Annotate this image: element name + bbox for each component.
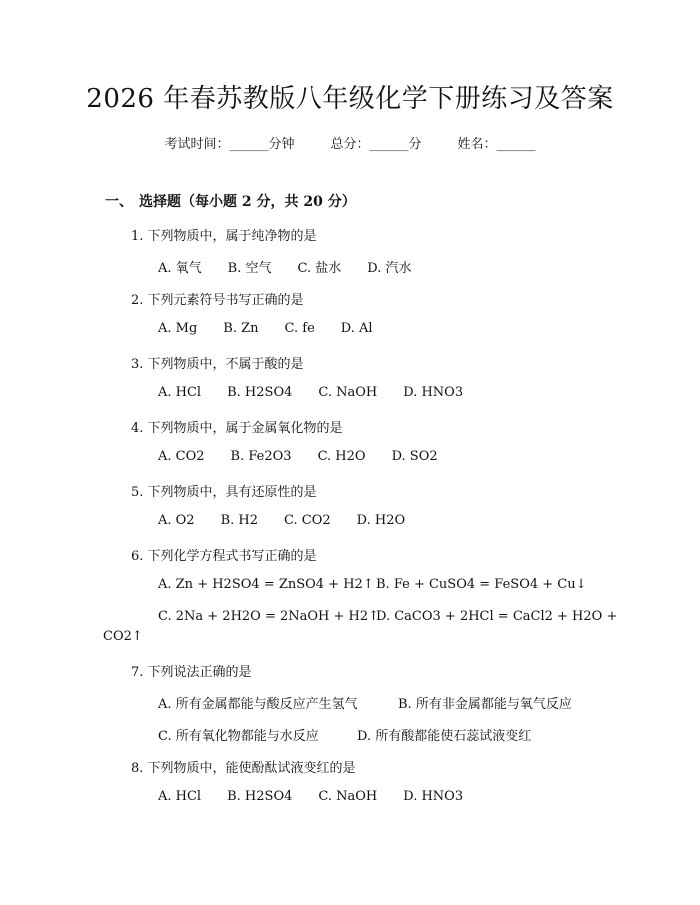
question-stem: 6. 下列化学方程式书写正确的是 <box>131 549 317 564</box>
option: C. fe <box>284 321 315 336</box>
option: B. 所有非金属都能与氧气反应 <box>398 697 572 712</box>
option: D. 汽水 <box>367 261 412 276</box>
option: C. NaOH <box>318 789 378 804</box>
option: C. CO2 <box>284 513 331 528</box>
option: D. 所有酸都能使石蕊试液变红 <box>357 729 532 744</box>
option-row <box>158 789 463 804</box>
option: A. 所有金属都能与酸反应产生氢气 <box>158 697 358 712</box>
question-stem: 7. 下列说法正确的是 <box>131 665 252 680</box>
option-continuation: CO2↑ <box>103 629 143 644</box>
section-title: 选择题（每小题 2 分，共 20 分） <box>139 194 356 210</box>
option: A. HCl <box>158 385 202 400</box>
option: A. CO2 <box>158 449 205 464</box>
option: B. Fe + CuSO4 = FeSO4 + Cu↓ <box>376 577 587 592</box>
option: D. H2O <box>356 513 406 528</box>
option-row <box>158 513 405 528</box>
question-stem: 4. 下列物质中，属于金属氧化物的是 <box>131 421 343 436</box>
option: B. Fe2O3 <box>230 449 292 464</box>
option: B. H2 <box>220 513 259 528</box>
option: C. 所有氧化物都能与水反应 <box>158 729 319 744</box>
exam-info <box>0 133 700 152</box>
option-row <box>158 385 463 400</box>
option: C. 盐水 <box>297 261 342 276</box>
page-title: 2026 年春苏教版八年级化学下册练习及答案 <box>86 84 614 114</box>
question-stem: 2. 下列元素符号书写正确的是 <box>131 293 304 308</box>
question-stem: 5. 下列物质中，具有还原性的是 <box>131 485 317 500</box>
question-stem: 1. 下列物质中，属于纯净物的是 <box>131 229 317 244</box>
student-name-label: 姓名：______ <box>457 137 536 152</box>
question-stem: 8. 下列物质中，能使酚酞试液变红的是 <box>131 761 356 776</box>
option: D. Al <box>340 321 373 336</box>
total-score-label: 总分：______分 <box>330 137 422 152</box>
option: A. Mg <box>158 321 198 336</box>
option: A. Zn + H2SO4 = ZnSO4 + H2↑ <box>158 577 374 592</box>
option: B. H2SO4 <box>227 385 293 400</box>
option: D. HNO3 <box>403 385 464 400</box>
section-number: 一、 <box>105 194 133 210</box>
question-stem: 3. 下列物质中，不属于酸的是 <box>131 357 304 372</box>
option: D. CaCO3 + 2HCl = CaCl2 + H2O + <box>376 609 618 624</box>
option: A. HCl <box>158 789 202 804</box>
option: D. HNO3 <box>403 789 464 804</box>
option: B. 空气 <box>227 261 272 276</box>
section-heading <box>105 191 356 211</box>
exam-time-label: 考试时间：______分钟 <box>164 137 295 152</box>
option-row <box>158 449 438 464</box>
option: C. NaOH <box>318 385 378 400</box>
option: C. 2Na + 2H2O = 2NaOH + H2↑ <box>158 609 380 624</box>
option: A. 氧气 <box>158 261 202 276</box>
option-row <box>158 321 373 336</box>
option: B. Zn <box>223 321 259 336</box>
option-row <box>158 257 411 276</box>
option: B. H2SO4 <box>227 789 293 804</box>
option: C. H2O <box>317 449 366 464</box>
option: D. SO2 <box>391 449 438 464</box>
option: A. O2 <box>158 513 195 528</box>
